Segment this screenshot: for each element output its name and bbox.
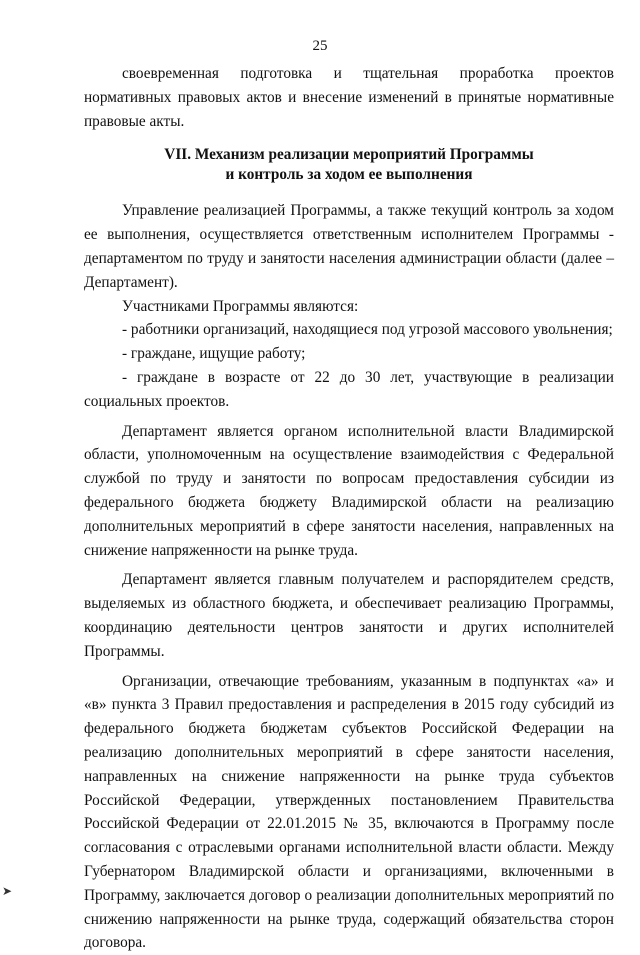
paragraph-management: Управление реализацией Программы, а также текущий контроль за ходом ее выполнения, осуществляется ответственным исполнителем Программы - департаментом по труду и занятости населения администрации области (далее – Департамент). [84, 202, 614, 291]
section-heading-line2: и контроль за ходом ее выполнения [225, 166, 473, 184]
list-item: - работники организаций, находящиеся под угрозой массового увольнения; [122, 321, 613, 339]
list-item: - граждане в возрасте от 22 до 30 лет, участвующие в реализации социальных проектов. [84, 368, 614, 410]
list-item: - граждане, ищущие работу; [122, 345, 306, 363]
paragraph-department-budget: Департамент является главным получателем и распорядителем средств, выделяемых из областного бюджета, и обеспечивает реализацию Программы, координацию деятельности центров занятости и других исполнителей Программы. [84, 571, 614, 660]
paragraph-department-authority: Департамент является органом исполнительной власти Владимирской области, уполномоченным на осуществление взаимодействия с Федеральной службой по труду и занятости по вопросам предоставления субсидии из федерального бюджета бюджету Владимирской области на реализацию дополнительных мероприятий в сфере занятости населения, направленных на снижение напряженности на рынке труда. [84, 422, 614, 559]
document-body [84, 62, 614, 955]
intro-fragment: своевременная подготовка и тщательная проработка проектов нормативных правовых актов и внесение изменений в принятые нормативные правовые акты. [84, 65, 614, 130]
participants-intro: Участниками Программы являются: [122, 297, 359, 315]
section-heading [84, 145, 614, 185]
paragraph-organizations: Организации, отвечающие требованиям, указанным в подпунктах «а» и «в» пункта 3 Правил предоставления и распределения в 2015 году субсидий из федерального бюджета бюджетам субъектов Российской Федерации на реализацию дополнительных мероприятий в сфере занятости населения, направленных на снижение напряженности на рынке труда субъектов Российской Федерации, утвержденных постановлением Правительства Российской Федерации от 22.01.2015 № 35, включаются в Программу после согласования с отраслевыми органами исполнительной власти области. Между Губернатором Владимирской области и организациями, включенными в Программу, заключается договор о реализации дополнительных мероприятий по снижению напряженности на рынке труда, содержащий обязательства сторон договора. [84, 672, 614, 952]
page-number: 25 [312, 38, 328, 54]
scan-mark-arrow-icon: ➤ [2, 884, 13, 898]
section-heading-line1: VII. Механизм реализации мероприятий Программы [164, 146, 534, 164]
